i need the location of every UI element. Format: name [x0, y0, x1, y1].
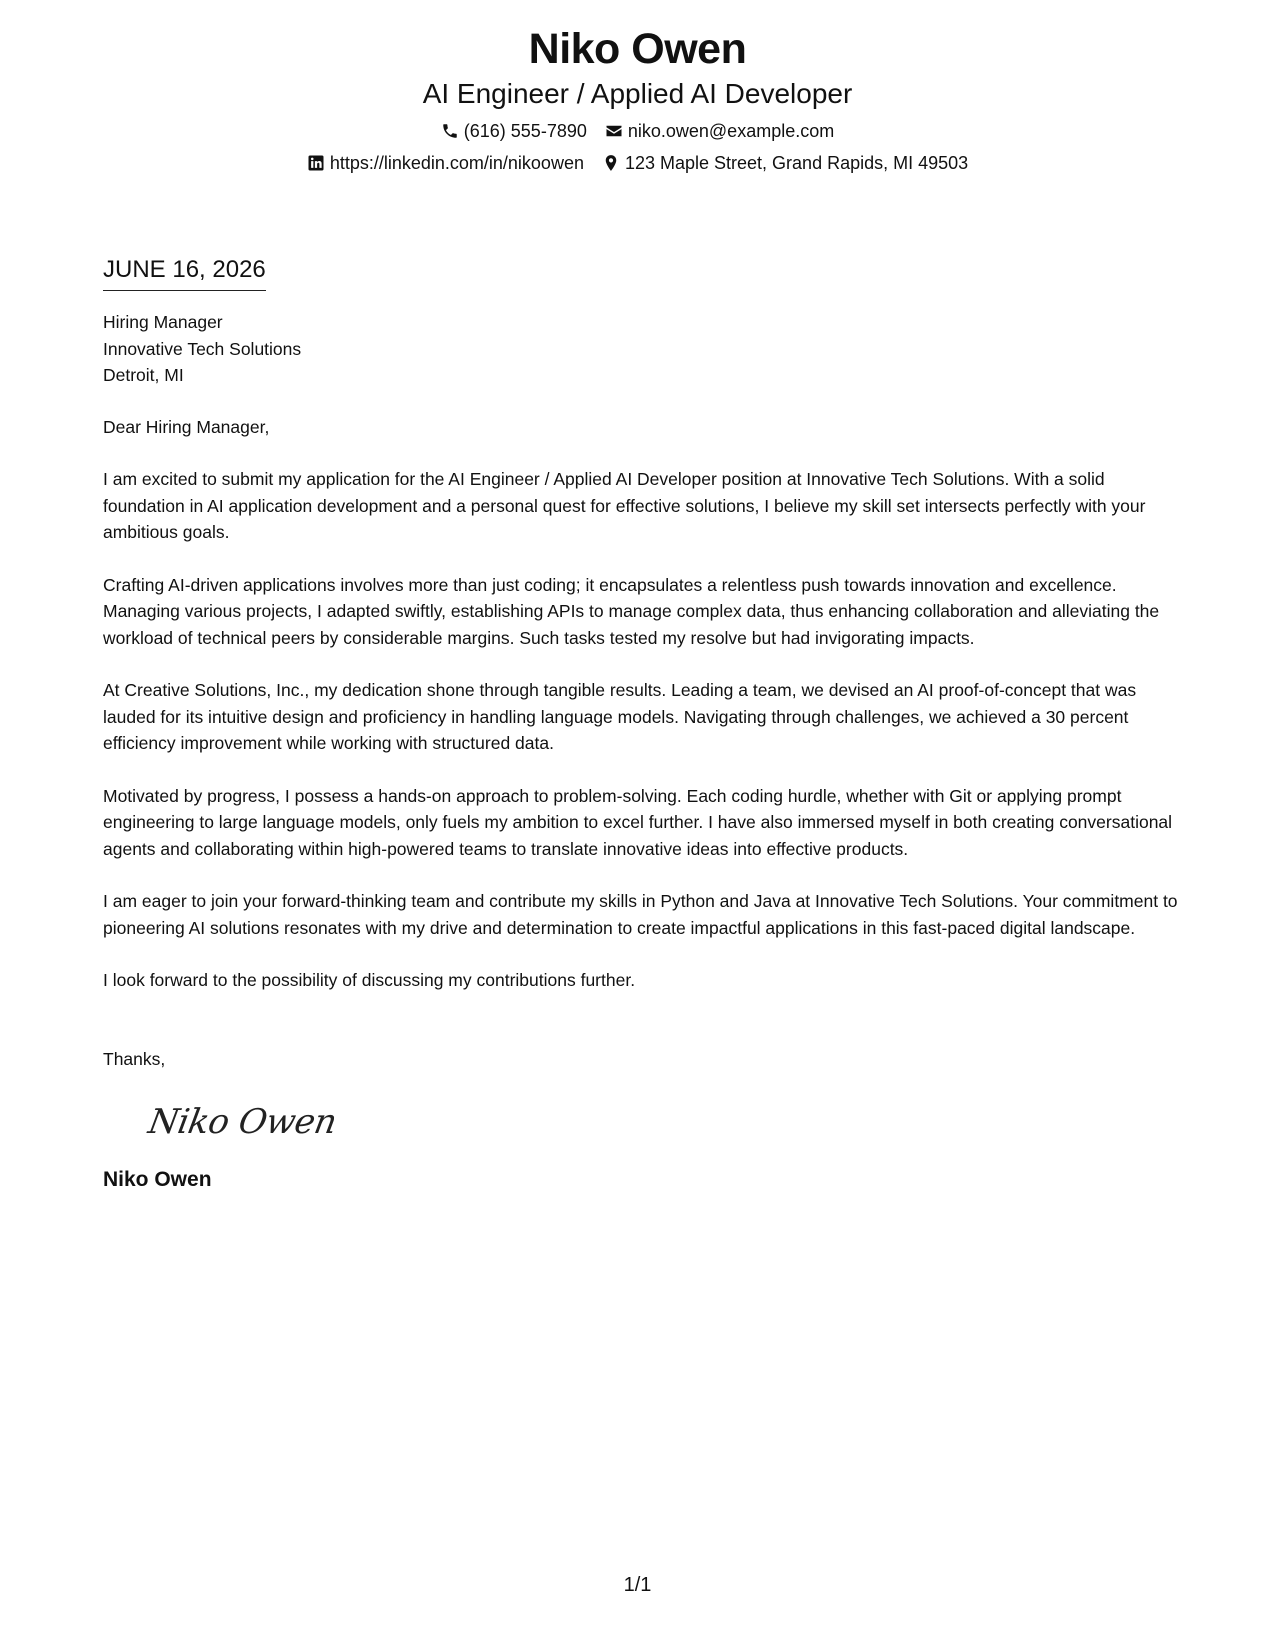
linkedin-icon: [307, 154, 325, 172]
phone-icon: [441, 122, 459, 140]
signature-wrap: [103, 1072, 1183, 1144]
handwritten-signature: Niko Owen: [145, 1102, 340, 1142]
envelope-icon: [605, 122, 623, 140]
page-number: 1/1: [623, 1574, 652, 1596]
email-address[interactable]: niko.owen@example.com: [627, 121, 835, 141]
street-address: 123 Maple Street, Grand Rapids, MI 49503: [624, 153, 969, 173]
contact-line-1: [0, 120, 1275, 142]
paragraph-5: I am eager to join your forward-thinking team and contribute my skills in Python and Java at Innovative Tech Solutions. Your commitment to pioneering AI solutions resonates with my drive and determination to create impactful applications in this fast-paced digital landscape.: [103, 891, 1178, 938]
paragraph-1: I am excited to submit my application for the AI Engineer / Applied AI Developer position at Innovative Tech Solutions. With a solid foundation in AI application development and a personal quest for effective solutions, I believe my skill set intersects perfectly with your ambitious goals.: [103, 469, 1146, 542]
contact-linkedin: [307, 152, 584, 174]
greeting: Dear Hiring Manager,: [103, 416, 270, 437]
contact-phone: [441, 120, 587, 142]
recipient-title: Hiring Manager: [103, 312, 223, 332]
phone-number: (616) 555-7890: [463, 121, 587, 141]
paragraph-3: At Creative Solutions, Inc., my dedication shone through tangible results. Leading a team, we devised an AI proof-of-concept that was lauded for its intuitive design and proficiency in handling language models. Navigating through challenges, we achieved a 30 percent efficiency improvement while working with structured data.: [103, 680, 1137, 753]
recipient-company: Innovative Tech Solutions: [103, 338, 302, 359]
closing: Thanks,: [103, 1048, 166, 1069]
paragraph-4: Motivated by progress, I possess a hands-on approach to problem-solving. Each coding hurdle, whether with Git or applying prompt engineering to large language models, only fuels my ambition to excel further. I have also immersed myself in both creating conversational agents and collaborating within high-powered teams to translate innovative ideas into effective products.: [103, 785, 1173, 859]
map-pin-icon: [602, 154, 620, 172]
letter-header: [0, 22, 1275, 174]
paragraph-2: Crafting AI-driven applications involves more than just coding; it encapsulates a relentless push towards innovation and excellence. Managing various projects, I adapted swiftly, establishing APIs to manage complex data, thus enhancing collaboration and alleviating the workload of technical peers by considerable margins. Such tasks tested my resolve but had invigorating impacts.: [103, 574, 1160, 648]
recipient-block: [103, 309, 1183, 389]
letter-date: JUNE 16, 2026: [103, 254, 266, 291]
contact-address: [602, 152, 968, 174]
contact-email: [605, 120, 834, 142]
contact-line-2: [0, 152, 1275, 174]
linkedin-url[interactable]: https://linkedin.com/in/nikoowen: [329, 153, 584, 173]
signed-name: Niko Owen: [103, 1168, 212, 1191]
recipient-location: Detroit, MI: [103, 365, 184, 385]
applicant-name: Niko Owen: [528, 25, 747, 73]
paragraph-6: I look forward to the possibility of discussing my contributions further.: [103, 970, 636, 990]
letter-body: [103, 254, 1183, 1194]
applicant-role: AI Engineer / Applied AI Developer: [422, 78, 853, 109]
